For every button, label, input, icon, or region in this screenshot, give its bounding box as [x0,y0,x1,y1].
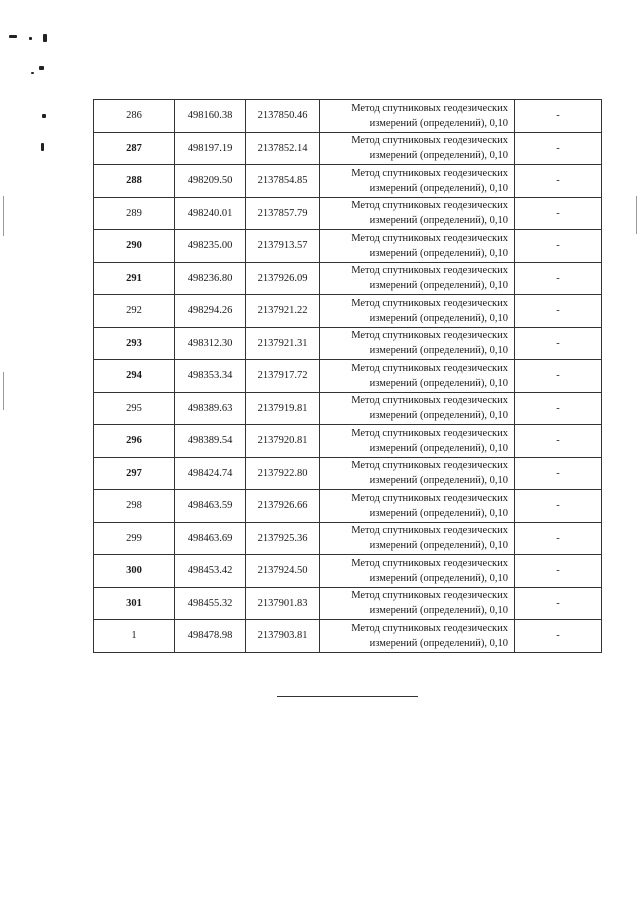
accuracy-cell: - [515,392,602,425]
table-row [94,262,602,295]
table-row [94,360,602,393]
point-number: 294 [94,360,175,393]
method-line-1: Метод спутниковых геодезических [351,590,508,602]
coordinate-x: 498240.01 [175,197,246,230]
table-row [94,100,602,133]
method-cell [320,425,515,458]
coordinate-y: 2137901.83 [246,587,320,620]
end-of-document-line [277,696,418,697]
method-line-2: измерений (определений), 0,10 [369,442,508,454]
accuracy-cell: - [515,620,602,653]
scan-edge-line [3,372,4,410]
method-line-2: измерений (определений), 0,10 [369,572,508,584]
method-cell [320,100,515,133]
table-row [94,425,602,458]
coordinate-x: 498389.54 [175,425,246,458]
method-line-2: измерений (определений), 0,10 [369,117,508,129]
method-line-1: Метод спутниковых геодезических [351,525,508,537]
table-row [94,165,602,198]
method-line-1: Метод спутниковых геодезических [351,102,508,114]
coordinate-y: 2137857.79 [246,197,320,230]
method-cell [320,165,515,198]
point-number: 299 [94,522,175,555]
method-line-1: Метод спутниковых геодезических [351,135,508,147]
table-row [94,620,602,653]
method-line-1: Метод спутниковых геодезических [351,265,508,277]
coordinate-y: 2137850.46 [246,100,320,133]
accuracy-cell: - [515,457,602,490]
method-line-2: измерений (определений), 0,10 [369,280,508,292]
table-row [94,457,602,490]
method-line-2: измерений (определений), 0,10 [369,540,508,552]
coordinate-y: 2137903.81 [246,620,320,653]
method-cell [320,587,515,620]
method-line-2: измерений (определений), 0,10 [369,215,508,227]
coordinate-y: 2137926.66 [246,490,320,523]
table-row [94,587,602,620]
coordinate-y: 2137852.14 [246,132,320,165]
method-line-1: Метод спутниковых геодезических [351,427,508,439]
point-number: 288 [94,165,175,198]
point-number: 300 [94,555,175,588]
coordinate-y: 2137926.09 [246,262,320,295]
table-row [94,392,602,425]
method-line-1: Метод спутниковых геодезических [351,200,508,212]
point-number: 286 [94,100,175,133]
method-line-1: Метод спутниковых геодезических [351,232,508,244]
coordinate-x: 498235.00 [175,230,246,263]
method-line-1: Метод спутниковых геодезических [351,167,508,179]
coordinate-x: 498312.30 [175,327,246,360]
scan-speck [29,37,32,40]
coordinate-y: 2137921.22 [246,295,320,328]
table-row [94,522,602,555]
point-number: 293 [94,327,175,360]
method-cell [320,392,515,425]
table-row [94,327,602,360]
accuracy-cell: - [515,197,602,230]
method-line-1: Метод спутниковых геодезических [351,460,508,472]
coordinate-x: 498463.69 [175,522,246,555]
coordinate-y: 2137921.31 [246,327,320,360]
method-cell [320,490,515,523]
point-number: 297 [94,457,175,490]
coordinate-y: 2137924.50 [246,555,320,588]
scan-speck [41,143,44,151]
accuracy-cell: - [515,295,602,328]
method-line-2: измерений (определений), 0,10 [369,605,508,617]
method-cell [320,197,515,230]
method-line-2: измерений (определений), 0,10 [369,475,508,487]
method-cell [320,360,515,393]
accuracy-cell: - [515,327,602,360]
accuracy-cell: - [515,230,602,263]
method-line-2: измерений (определений), 0,10 [369,312,508,324]
scan-speck [39,66,44,70]
method-cell [320,230,515,263]
coordinate-y: 2137854.85 [246,165,320,198]
point-number: 1 [94,620,175,653]
coordinate-y: 2137920.81 [246,425,320,458]
accuracy-cell: - [515,425,602,458]
scan-edge-line [636,196,637,234]
point-number: 301 [94,587,175,620]
scan-speck [43,34,47,42]
method-line-1: Метод спутниковых геодезических [351,622,508,634]
accuracy-cell: - [515,490,602,523]
table-row [94,230,602,263]
method-line-2: измерений (определений), 0,10 [369,247,508,259]
method-cell [320,620,515,653]
scan-speck [31,72,34,74]
coordinate-x: 498160.38 [175,100,246,133]
table-row [94,295,602,328]
point-number: 298 [94,490,175,523]
coordinate-x: 498197.19 [175,132,246,165]
method-line-2: измерений (определений), 0,10 [369,410,508,422]
method-cell [320,327,515,360]
point-number: 292 [94,295,175,328]
method-line-2: измерений (определений), 0,10 [369,377,508,389]
coordinate-x: 498463.59 [175,490,246,523]
accuracy-cell: - [515,100,602,133]
method-cell [320,295,515,328]
method-cell [320,522,515,555]
method-cell [320,457,515,490]
method-line-2: измерений (определений), 0,10 [369,637,508,649]
table-row [94,197,602,230]
accuracy-cell: - [515,555,602,588]
scan-edge-line [3,196,4,236]
method-cell [320,132,515,165]
point-number: 296 [94,425,175,458]
point-number: 287 [94,132,175,165]
accuracy-cell: - [515,360,602,393]
accuracy-cell: - [515,262,602,295]
coordinate-x: 498236.80 [175,262,246,295]
method-cell [320,262,515,295]
table-row [94,490,602,523]
coordinate-y: 2137913.57 [246,230,320,263]
method-line-2: измерений (определений), 0,10 [369,345,508,357]
coordinate-x: 498455.32 [175,587,246,620]
method-line-1: Метод спутниковых геодезических [351,362,508,374]
accuracy-cell: - [515,587,602,620]
table-row [94,132,602,165]
point-number: 289 [94,197,175,230]
coordinates-table [93,99,602,653]
method-line-1: Метод спутниковых геодезических [351,492,508,504]
method-line-1: Метод спутниковых геодезических [351,297,508,309]
coordinate-y: 2137917.72 [246,360,320,393]
scan-speck [42,114,46,118]
accuracy-cell: - [515,165,602,198]
accuracy-cell: - [515,522,602,555]
coordinates-table-body [94,100,602,653]
coordinate-x: 498478.98 [175,620,246,653]
coordinate-x: 498294.26 [175,295,246,328]
method-cell [320,555,515,588]
method-line-1: Метод спутниковых геодезических [351,557,508,569]
coordinate-y: 2137922.80 [246,457,320,490]
coordinate-x: 498389.63 [175,392,246,425]
point-number: 291 [94,262,175,295]
method-line-2: измерений (определений), 0,10 [369,150,508,162]
method-line-2: измерений (определений), 0,10 [369,507,508,519]
coordinate-x: 498424.74 [175,457,246,490]
method-line-1: Метод спутниковых геодезических [351,395,508,407]
accuracy-cell: - [515,132,602,165]
point-number: 290 [94,230,175,263]
coordinate-x: 498453.42 [175,555,246,588]
coordinate-x: 498353.34 [175,360,246,393]
coordinate-y: 2137919.81 [246,392,320,425]
scan-speck [9,35,17,38]
method-line-2: измерений (определений), 0,10 [369,182,508,194]
coordinate-x: 498209.50 [175,165,246,198]
point-number: 295 [94,392,175,425]
coordinate-y: 2137925.36 [246,522,320,555]
table-row [94,555,602,588]
method-line-1: Метод спутниковых геодезических [351,330,508,342]
